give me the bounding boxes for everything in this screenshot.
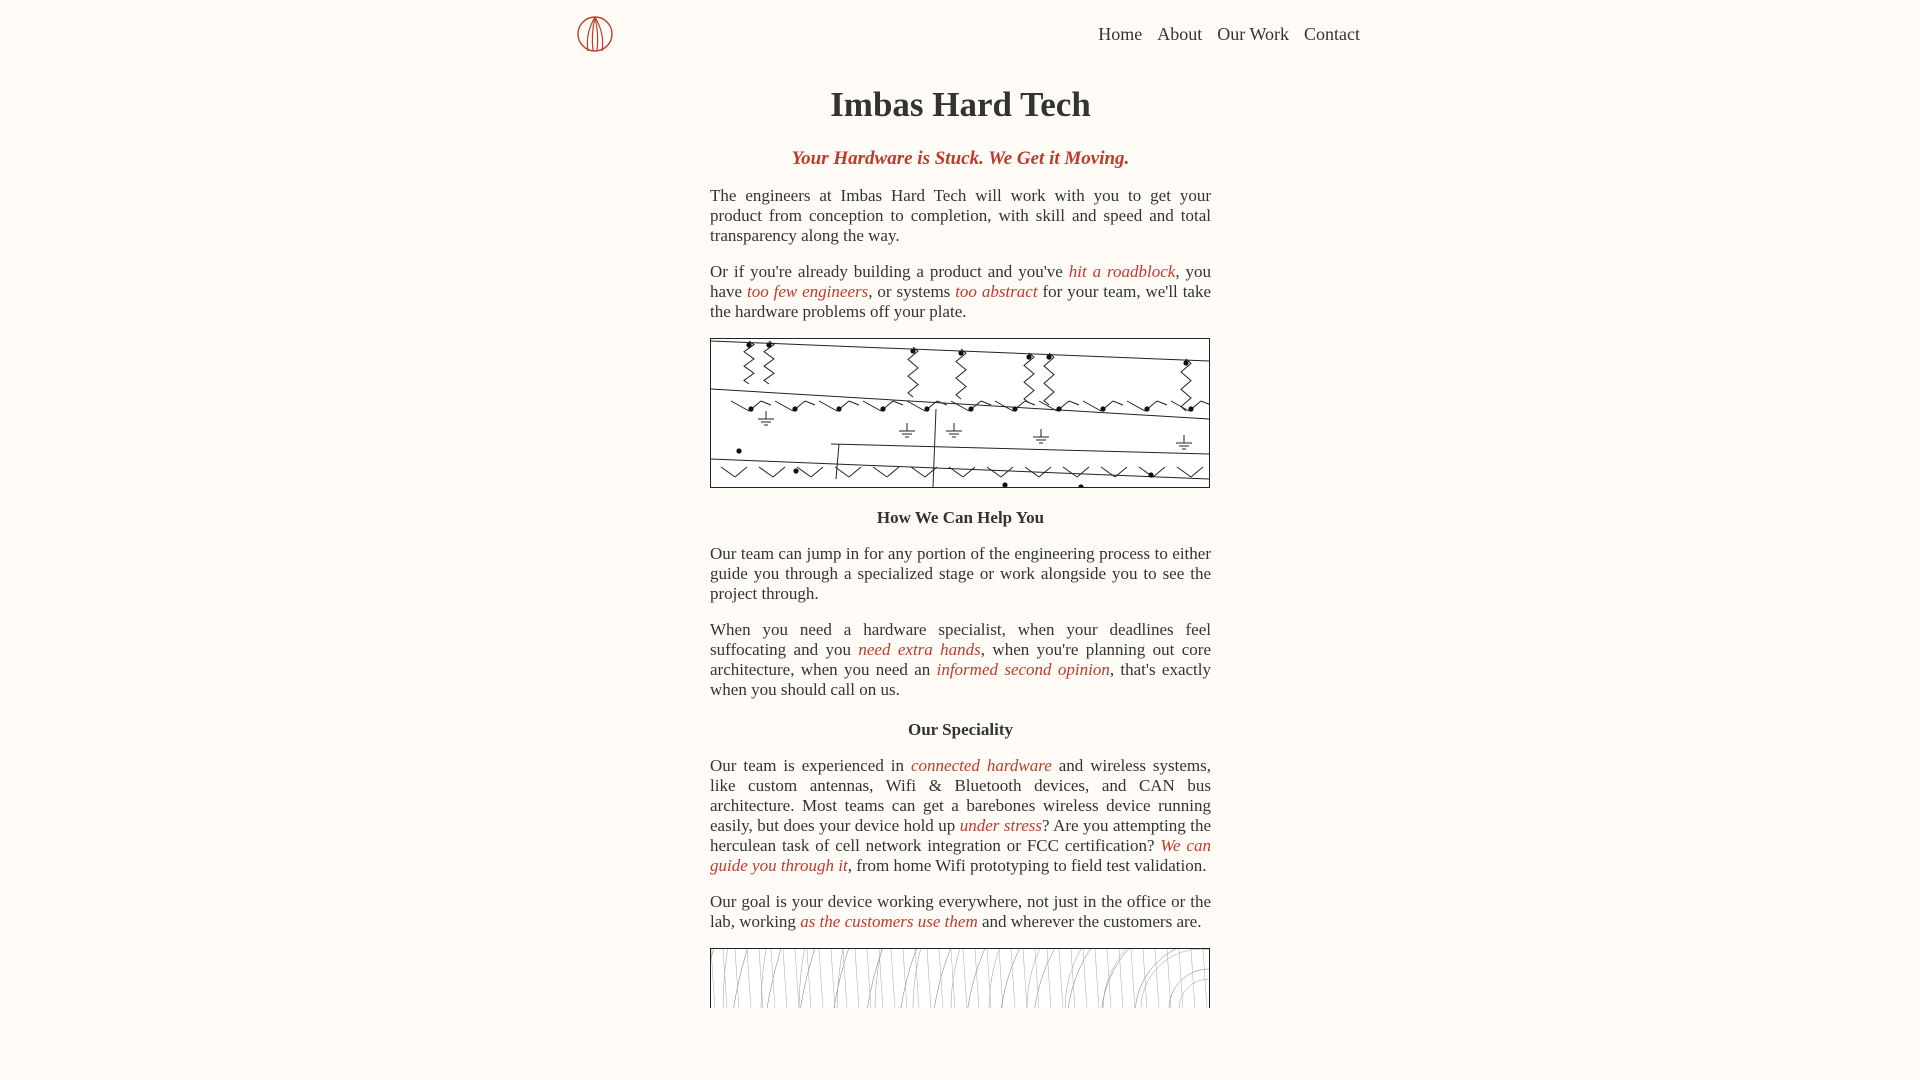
paragraph-text: Or if you're already building a product and you've [710,262,1069,281]
highlight-phrase-link[interactable]: We can guide you through it [710,836,1211,875]
highlight-phrase-link[interactable]: too few engineers [747,282,869,301]
highlight-phrase-link[interactable]: need extra hands [858,640,981,659]
paragraph-text: , or systems [868,282,956,301]
paragraph-text: ? Are you attempting the herculean task of cell network integration or FCC certification? [710,816,1211,855]
highlight-phrase-link[interactable]: connected hardware [911,756,1052,775]
circle-arcs-logo-icon[interactable] [576,15,614,53]
speciality-paragraph-2 [710,892,1211,932]
highlight-phrase-link[interactable]: under stress [959,816,1043,835]
paragraph-text: , from home Wifi prototyping to field test validation. [847,856,1207,875]
nav-contact-link[interactable]: Contact [1304,23,1360,44]
tagline: Your Hardware is Stuck. We Get it Moving. [791,148,1130,169]
help-paragraph-2 [710,620,1211,700]
help-heading: How We Can Help You [876,508,1045,527]
speciality-paragraph-1 [710,756,1211,876]
top-navigation [576,14,1362,54]
paragraph-text: Our goal is your device working everywhere, not just in the office or the lab, working [710,892,1211,931]
main-content [710,80,1211,1008]
paragraph-text: for your team, we'll take the hardware problems off your plate. [710,282,1212,321]
smith-chart-illustration [710,948,1210,1008]
paragraph-text: When you need a hardware specialist, when your deadlines feel suffocating and you [710,620,1211,659]
circuit-schematic-illustration [710,338,1210,488]
paragraph-text: and wireless systems, like custom antennas, Wifi & Bluetooth devices, and CAN bus architecture. Most teams can get a barebones wireless device running easily, but does your device hold up [710,756,1212,835]
nav-about-link[interactable]: About [1157,23,1203,44]
paragraph-text: and wherever the customers are. [977,912,1202,931]
nav-our-work-link[interactable]: Our Work [1217,23,1289,44]
highlight-phrase-link[interactable]: informed second opinion [936,660,1110,679]
intro-paragraph-1: The engineers at Imbas Hard Tech will work with you to get your product from conception to completion, with skill and speed and total transparency along the way. [710,186,1211,245]
intro-paragraph-2 [710,262,1211,322]
highlight-phrase-link[interactable]: as the customers use them [800,912,978,931]
paragraph-text: , when you're planning out core architecture, when you need an [710,640,1212,679]
highlight-phrase-link[interactable]: too abstract [955,282,1038,301]
nav-links [1098,24,1360,45]
paragraph-text: Our team is experienced in [710,756,912,775]
paragraph-text: , you have [710,262,1212,301]
paragraph-text: , that's exactly when you should call on us. [710,660,1211,699]
highlight-phrase-link[interactable]: hit a roadblock [1068,262,1176,281]
nav-home-link[interactable]: Home [1098,23,1143,44]
speciality-heading: Our Speciality [908,720,1013,739]
page-title: Imbas Hard Tech [830,85,1091,124]
help-paragraph-1: Our team can jump in for any portion of the engineering process to either guide you through a specialized stage or work alongside you to see the project through. [710,544,1211,603]
